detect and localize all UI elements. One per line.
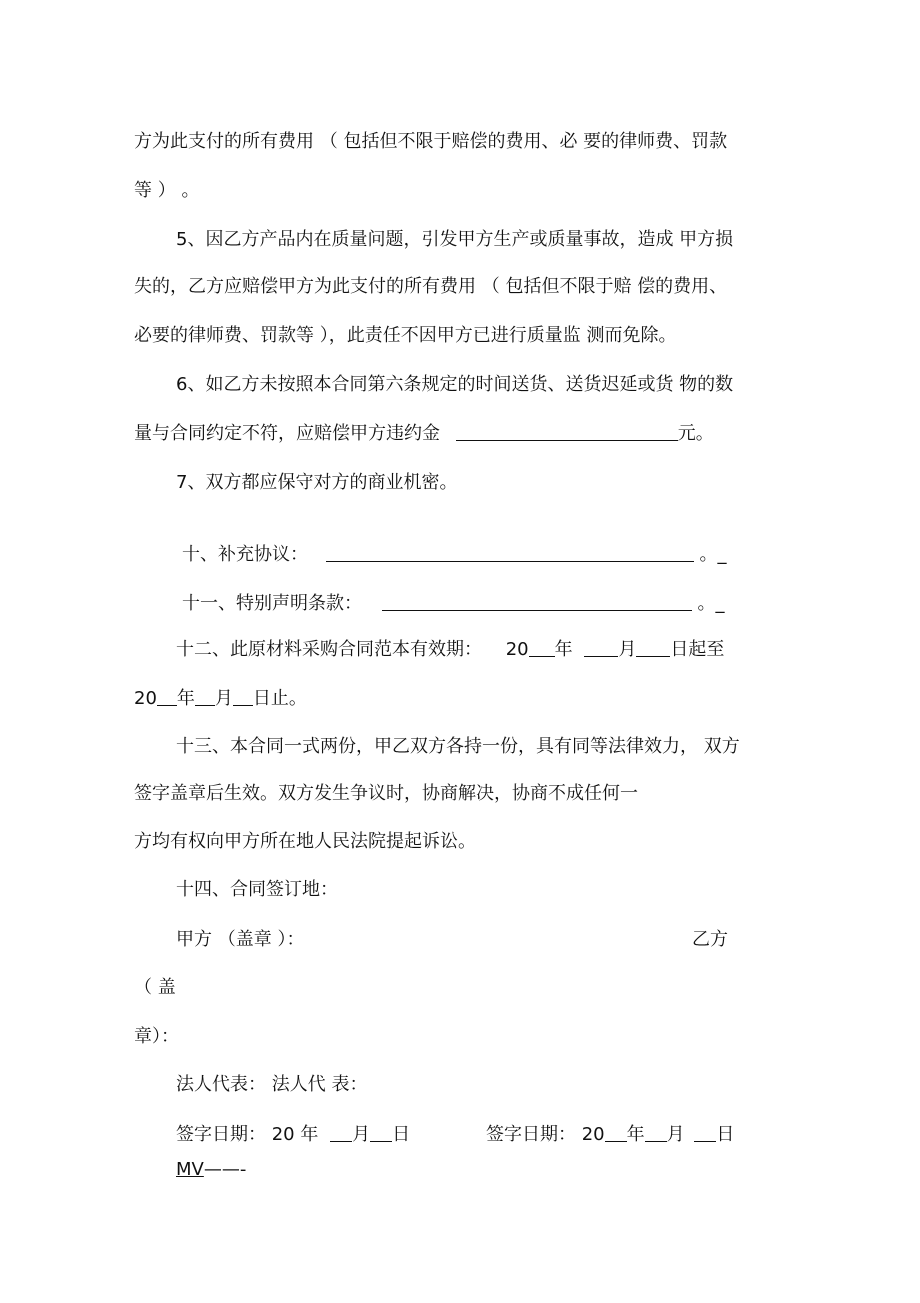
special-statement xyxy=(182,592,724,616)
party-a-seal: 甲方 （盖章 ）： xyxy=(176,929,305,950)
special-statement-end: 。_ xyxy=(697,593,725,614)
validity-month-label: 月 xyxy=(618,639,637,660)
signature-date-a-label: 签字日期： 20 年 xyxy=(176,1124,319,1145)
validity-end-month-blank xyxy=(195,687,215,706)
special-statement-label: 十一、特别声明条款： xyxy=(182,593,362,614)
signature-date-b-day-blank xyxy=(694,1123,716,1142)
supplementary-label: 十、补充协议： xyxy=(182,544,308,565)
validity-end-year-blank xyxy=(157,687,177,706)
validity-end-day-blank xyxy=(233,687,253,706)
signature-date-b-month-blank xyxy=(645,1123,667,1142)
signature-date-b-year-blank xyxy=(605,1123,627,1142)
signature-date-b-day: 日 xyxy=(716,1124,735,1145)
validity-end-year-prefix: 20 xyxy=(134,688,157,709)
validity-year-blank xyxy=(529,638,555,657)
signature-date-b-label: 签字日期： 20 xyxy=(486,1124,605,1145)
validity-line-2 xyxy=(134,687,307,711)
validity-end-label: 日止。 xyxy=(252,688,307,709)
signature-date-b-year: 年 xyxy=(626,1124,645,1145)
supplementary-blank xyxy=(326,543,694,562)
supplementary-agreement xyxy=(182,543,726,567)
validity-end-month-label: 月 xyxy=(214,688,233,709)
supplementary-end: 。_ xyxy=(699,544,727,565)
special-statement-blank xyxy=(382,592,692,611)
party-b-seal-1: （ 盖 xyxy=(134,977,176,998)
validity-end-year-label: 年 xyxy=(176,688,195,709)
legal-representatives: 法人代表： 法人代 表： xyxy=(176,1074,368,1095)
party-b-label: 乙方 xyxy=(692,929,728,950)
signature-date-a-day-blank xyxy=(370,1123,392,1142)
validity-label: 十二、此原材料采购合同范本有效期： xyxy=(176,639,482,660)
validity-year-prefix: 20 xyxy=(505,639,529,660)
validity-start-label: 日起至 xyxy=(670,639,725,660)
clause-7: 7、双方都应保守对方的商业机密。 xyxy=(176,472,458,493)
clause-5-line-2: 失的，乙方应赔偿甲方为此支付的所有费用 （ 包括但不限于赔 偿的费用、 xyxy=(134,276,728,297)
clause-13-line-1: 十三、本合同一式两份，甲乙双方各持一份，具有同等法律效力， 双方 xyxy=(176,736,740,757)
validity-line-1 xyxy=(176,638,724,662)
signature-date-b xyxy=(486,1123,734,1147)
signature-date-a xyxy=(176,1123,410,1147)
validity-month-blank xyxy=(584,638,618,657)
validity-day-blank xyxy=(636,638,670,657)
text-line-1: 方为此支付的所有费用 （ 包括但不限于赔偿的费用、必 要的律师费、罚款 xyxy=(134,131,728,152)
footer-mark-text: MV xyxy=(176,1159,204,1180)
penalty-text: 量与合同约定不符，应赔偿甲方违约金 xyxy=(134,423,440,444)
clause-13-line-2: 签字盖章后生效。双方发生争议时，协商解决，协商不成任何一 xyxy=(134,783,638,804)
signing-place: 十四、合同签订地： xyxy=(176,879,338,900)
party-b-seal-2: 章）： xyxy=(134,1026,179,1047)
signature-date-a-month: 月 xyxy=(352,1124,371,1145)
signature-date-a-day: 日 xyxy=(392,1124,411,1145)
clause-6-line-2 xyxy=(134,422,714,446)
penalty-blank xyxy=(456,422,678,441)
signature-date-b-month: 月 xyxy=(666,1124,685,1145)
footer-mark xyxy=(176,1158,246,1182)
clause-13-line-3: 方均有权向甲方所在地人民法院提起诉讼。 xyxy=(134,831,476,852)
clause-5-line-1: 5、因乙方产品内在质量问题，引发甲方生产或质量事故，造成 甲方损 xyxy=(176,229,734,250)
signature-date-a-month-blank xyxy=(330,1123,352,1142)
penalty-unit: 元。 xyxy=(677,423,714,444)
clause-5-line-3: 必要的律师费、罚款等 ），此责任不因甲方已进行质量监 测而免除。 xyxy=(134,325,677,346)
validity-year-label: 年 xyxy=(554,639,573,660)
clause-6-line-1: 6、如乙方未按照本合同第六条规定的时间送货、送货迟延或货 物的数 xyxy=(176,374,734,395)
text-line-2: 等 ） 。 xyxy=(134,180,200,201)
footer-mark-dash: ——- xyxy=(203,1159,247,1180)
